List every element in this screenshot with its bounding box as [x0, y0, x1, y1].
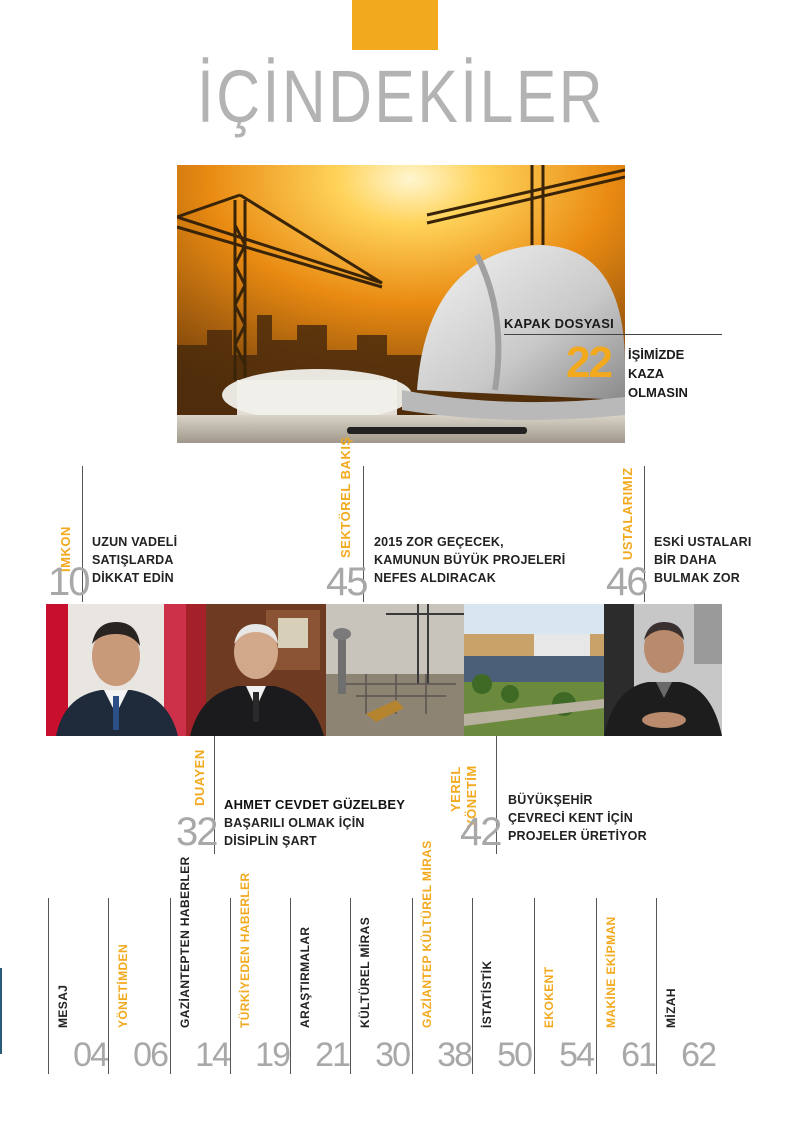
article-line: BİR DAHA	[654, 553, 717, 567]
index-page-number: 54	[559, 1036, 593, 1074]
index-label: ARAŞTIRMALAR	[298, 926, 312, 1028]
article-line: ESKİ USTALARI	[654, 535, 752, 549]
article-line: BULMAK ZOR	[654, 571, 741, 585]
article-imkon[interactable]	[92, 533, 177, 587]
cover-headline[interactable]	[628, 345, 728, 402]
index-entry[interactable]	[48, 898, 110, 1074]
cover-line-2: KAZA	[628, 366, 665, 381]
photo-construction[interactable]	[326, 604, 464, 736]
cover-illustration	[177, 165, 625, 443]
cover-photo[interactable]	[177, 165, 625, 443]
photo-city[interactable]	[464, 604, 604, 736]
cover-line-3: OLMASIN	[628, 385, 688, 400]
index-entry[interactable]	[170, 856, 232, 1074]
article-line: BÜYÜKŞEHİR	[508, 793, 593, 807]
cover-divider	[504, 334, 722, 335]
article-line: ÇEVRECİ KENT İÇİN	[508, 811, 633, 825]
index-label: KÜLTÜREL MİRAS	[358, 916, 372, 1028]
index-divider	[656, 898, 657, 1074]
index-divider	[170, 898, 171, 1074]
index-divider	[48, 898, 49, 1074]
index-label: İSTATİSTİK	[480, 960, 494, 1028]
article-ustalarimiz[interactable]	[654, 533, 752, 587]
index-entry[interactable]	[656, 898, 718, 1074]
index-divider	[472, 898, 473, 1074]
cover-page-number[interactable]: 22	[566, 338, 611, 387]
article-line: PROJELER ÜRETİYOR	[508, 829, 647, 843]
index-label: GAZİANTEP KÜLTÜREL MİRAS	[420, 840, 434, 1028]
page-number-yerel-yonetim[interactable]: 42	[460, 810, 501, 854]
article-line: NEFES ALDIRACAK	[374, 571, 496, 585]
article-duayen[interactable]	[224, 796, 405, 850]
index-entry[interactable]	[290, 898, 352, 1074]
section-label-sektorel-bakis: SEKTÖREL BAKIŞ	[338, 436, 353, 558]
index-page-number: 19	[255, 1036, 289, 1074]
index-page-number: 21	[315, 1036, 349, 1074]
section-label-yerel: YEREL	[448, 766, 463, 812]
article-line: 2015 ZOR GEÇECEK,	[374, 535, 504, 549]
index-divider	[230, 898, 231, 1074]
article-sektorel-bakis[interactable]	[374, 533, 565, 587]
page-number-ustalarimiz[interactable]: 46	[606, 560, 647, 604]
index-page-number: 14	[195, 1036, 229, 1074]
index-divider	[350, 898, 351, 1074]
top-accent-tab	[352, 0, 438, 50]
edge-marker	[0, 968, 2, 1054]
index-page-number: 06	[133, 1036, 167, 1074]
index-page-number: 30	[375, 1036, 409, 1074]
index-label: EKOKENT	[542, 966, 556, 1028]
photo-strip	[46, 604, 722, 736]
index-page-number: 04	[73, 1036, 107, 1074]
index-entry[interactable]	[596, 898, 658, 1074]
index-entry[interactable]	[350, 898, 412, 1074]
cover-section-label: KAPAK DOSYASI	[504, 316, 615, 331]
index-divider	[534, 898, 535, 1074]
page-number-duayen[interactable]: 32	[176, 810, 217, 854]
page-title: İÇİNDEKİLER	[196, 55, 606, 138]
index-page-number: 61	[621, 1036, 655, 1074]
index-page-number: 50	[497, 1036, 531, 1074]
index-divider	[596, 898, 597, 1074]
page-number-sektorel-bakis[interactable]: 45	[326, 560, 367, 604]
article-line: KAMUNUN BÜYÜK PROJELERİ	[374, 553, 566, 567]
index-page-number: 38	[437, 1036, 471, 1074]
section-label-ustalarimiz: USTALARIMIZ	[620, 467, 635, 560]
index-label: MESAJ	[56, 984, 70, 1028]
photo-duayen[interactable]	[186, 604, 326, 736]
index-divider	[412, 898, 413, 1074]
article-line: BAŞARILI OLMAK İÇİN	[224, 816, 365, 830]
article-line: DİKKAT EDİN	[92, 571, 174, 585]
index-label: MİZAH	[664, 988, 678, 1028]
index-label: YÖNETİMDEN	[116, 943, 130, 1028]
article-yerel-yonetim[interactable]	[508, 791, 647, 845]
index-divider	[290, 898, 291, 1074]
article-line: SATIŞLARDA	[92, 553, 174, 567]
article-headline: AHMET CEVDET GÜZELBEY	[224, 797, 406, 812]
page-number-imkon[interactable]: 10	[48, 560, 89, 604]
index-label: TÜRKİYEDEN HABERLER	[238, 872, 252, 1028]
index-entry[interactable]	[534, 898, 596, 1074]
index-entry[interactable]	[412, 840, 474, 1074]
index-page-number: 62	[681, 1036, 715, 1074]
index-label: MAKİNE EKİPMAN	[604, 916, 618, 1028]
index-label: GAZİANTEPTEN HABERLER	[178, 856, 192, 1028]
cover-line-1: İŞİMİZDE	[628, 347, 685, 362]
index-entry[interactable]	[108, 898, 170, 1074]
article-line: UZUN VADELİ	[92, 535, 178, 549]
photo-craftsman[interactable]	[604, 604, 722, 736]
index-entry[interactable]	[230, 872, 292, 1074]
section-label-yonetim: YÖNETİM	[464, 765, 479, 828]
article-line: DİSİPLİN ŞART	[224, 834, 317, 848]
section-label-duayen: DUAYEN	[192, 749, 207, 806]
index-entry[interactable]	[472, 898, 534, 1074]
photo-official[interactable]	[46, 604, 186, 736]
section-label-imkon: İMKON	[58, 526, 73, 572]
index-divider	[108, 898, 109, 1074]
